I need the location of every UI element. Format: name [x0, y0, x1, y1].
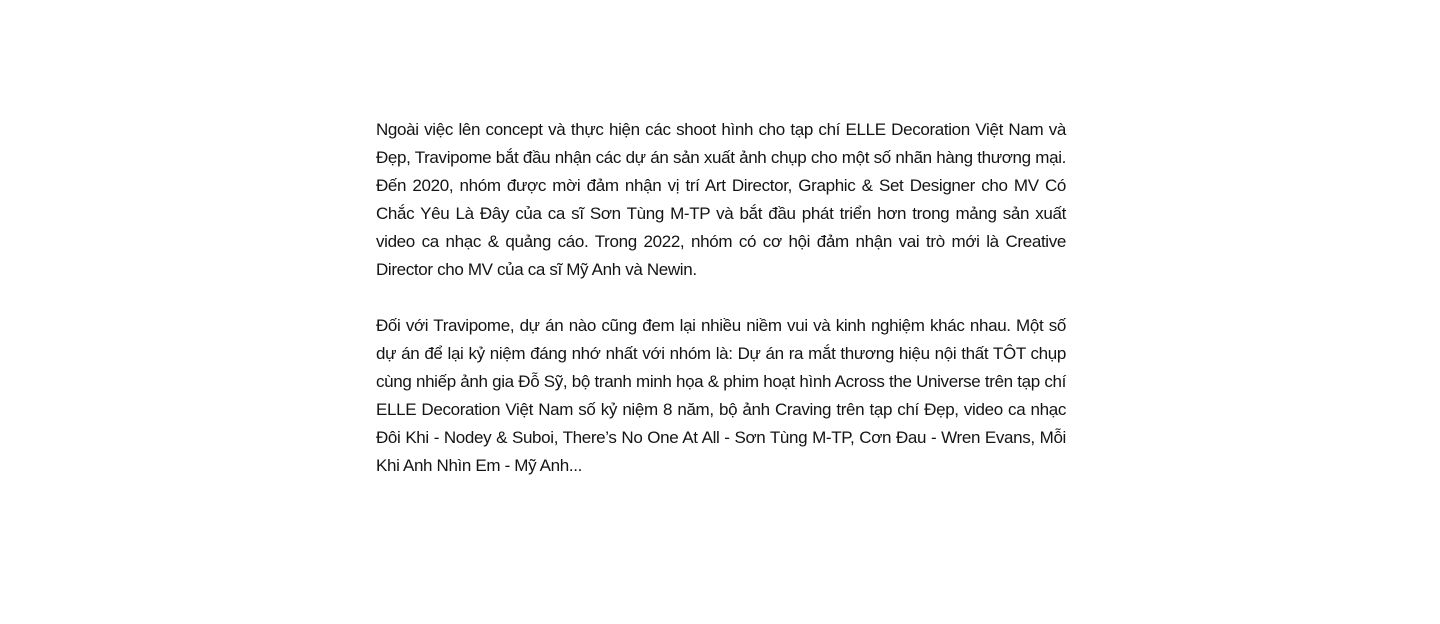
paragraph-career: Ngoài việc lên concept và thực hiện các shoot hình cho tạp chí ELLE Decoration Việt Nam và Đẹp, Travipome bắt đầu nhận các dự án sản xuất ảnh chụp cho một số nhãn hàng thương mại. Đến 2020, nhóm được mời đảm nhận vị trí Art Director, Graphic & Set Designer cho MV Có Chắc Yêu Là Đây của ca sĩ Sơn Tùng M-TP và bắt đầu phát triển hơn trong mảng sản xuất video ca nhạc & quảng cáo. Trong 2022, nhóm có cơ hội đảm nhận vai trò mới là Creative Director cho MV của ca sĩ Mỹ Anh và Newin. — [376, 120, 1066, 279]
article-body — [376, 116, 1066, 508]
paragraph-projects: Đối với Travipome, dự án nào cũng đem lại nhiều niềm vui và kinh nghiệm khác nhau. Một số dự án để lại kỷ niệm đáng nhớ nhất với nhóm là: Dự án ra mắt thương hiệu nội thất TÔT chụp cùng nhiếp ảnh gia Đỗ Sỹ, bộ tranh minh họa & phim hoạt hình Across the Universe trên tạp chí ELLE Decoration Việt Nam số kỷ niệm 8 năm, bộ ảnh Craving trên tạp chí Đẹp, video ca nhạc Đôi Khi - Nodey & Suboi, There’s No One At All - Sơn Tùng M-TP, Cơn Đau - Wren Evans, Mỗi Khi Anh Nhìn Em - Mỹ Anh... — [376, 316, 1066, 475]
